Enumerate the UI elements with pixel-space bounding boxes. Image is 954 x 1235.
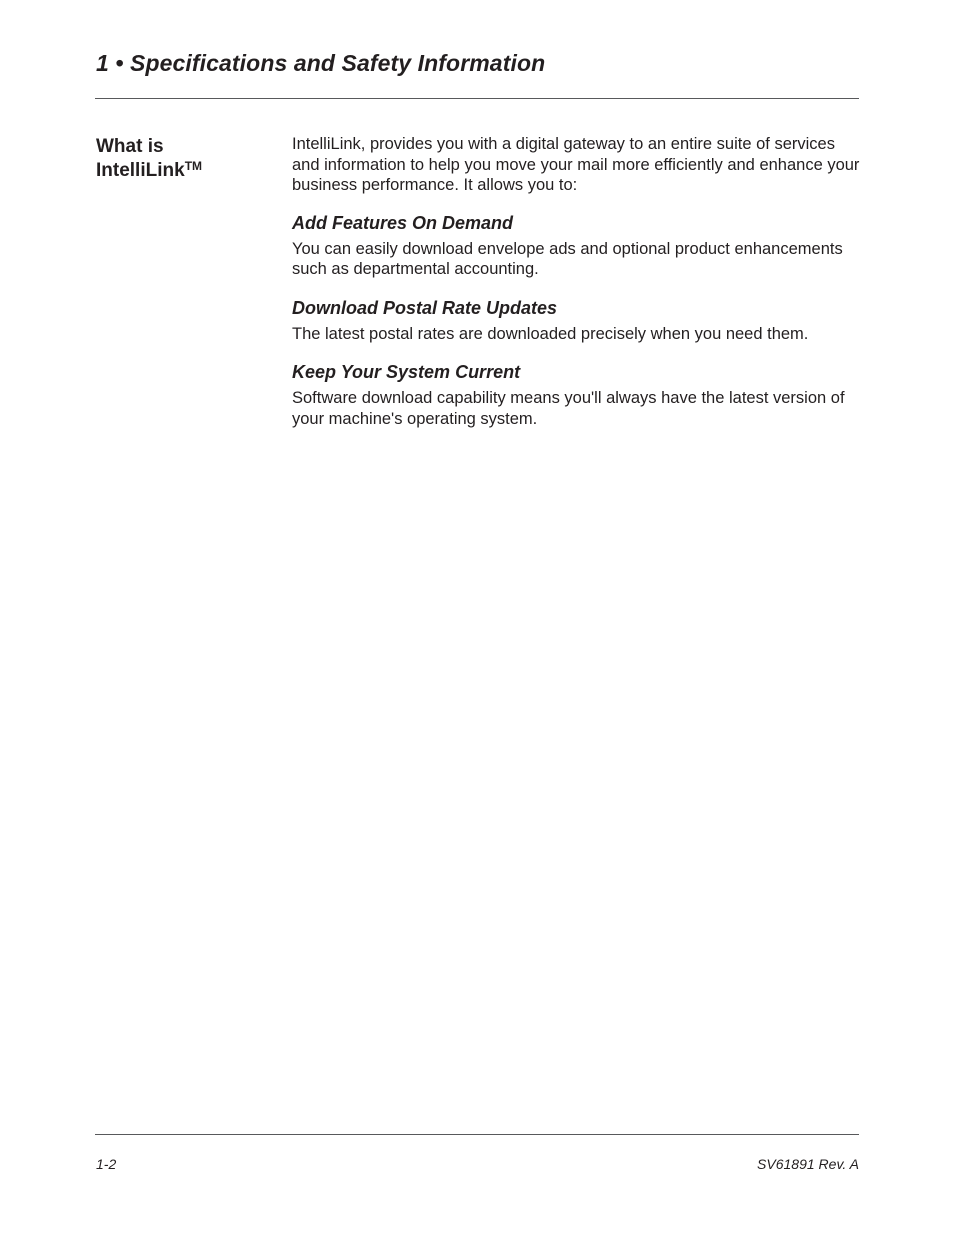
document-id: SV61891 Rev. A: [757, 1156, 859, 1172]
intro-paragraph: IntelliLink, provides you with a digital gateway to an entire suite of services and information to help you move your mail more efficiently and enhance your business performance. It allows you to:: [292, 135, 860, 194]
feature-heading-postal-rates: Download Postal Rate Updates: [292, 297, 558, 318]
footer-divider: [95, 1134, 859, 1135]
side-heading-line2: IntelliLink: [96, 160, 185, 181]
feature-heading-system-current: Keep Your System Current: [292, 362, 521, 382]
header-divider: [95, 98, 859, 99]
feature-body-system-current: Software download capability means you'll always have the latest version of your machine's operating system.: [292, 389, 845, 428]
page-number: 1-2: [96, 1156, 117, 1172]
section-content: [292, 134, 862, 446]
feature-body-postal-rates: The latest postal rates are downloaded precisely when you need them.: [292, 324, 809, 343]
side-heading-line1: What is: [96, 136, 164, 157]
trademark-mark: TM: [184, 159, 203, 173]
feature-heading-add-features: Add Features On Demand: [292, 212, 514, 233]
chapter-title: 1 • Specifications and Safety Information: [96, 50, 546, 76]
section-side-heading: [96, 135, 276, 183]
feature-body-add-features: You can easily download envelope ads and optional product enhancements such as departmental accounting.: [292, 239, 843, 278]
